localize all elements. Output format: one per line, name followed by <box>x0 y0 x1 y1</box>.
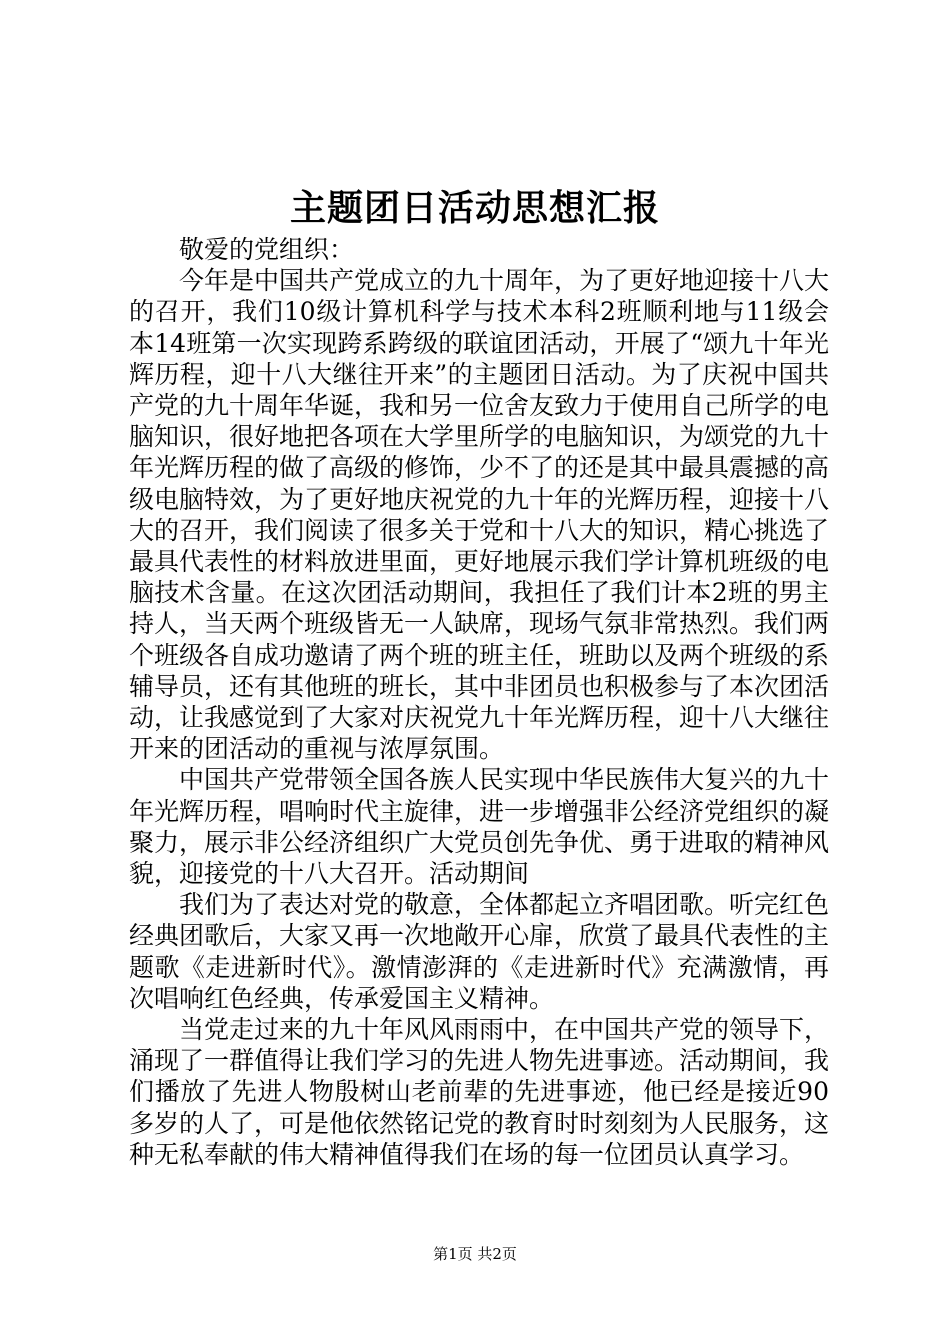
salutation: 敬爱的党组织： <box>179 235 355 264</box>
paragraph-1: 今年是中国共产党成立的九十周年，为了更好地迎接十八大的召开，我们10级计算机科学与技术本科2班顺利地与11级会本14班第一次实现跨系跨级的联谊团活动，开展了“颂九十年光辉历程，迎十八大继往开来”的主题团日活动。为了庆祝中国共产党的九十周年华诞，我和另一位舍友致力于使用自己所学的电脑知识，很好地把各项在大学里所学的电脑知识，为颂党的九十年光辉历程的做了高级的修饰，少不了的还是其中最具震撼的高级电脑特效，为了更好地庆祝党的九十年的光辉历程，迎接十八大的召开，我们阅读了很多关于党和十八大的知识，精心挑选了最具代表性的材料放进里面，更好地展示我们学计算机班级的电脑技术含量。在这次团活动期间，我担任了我们计本2班的男主持人，当天两个班级皆无一人缺席，现场气氛非常热烈。我们两个班级各自成功邀请了两个班的班主任，班助以及两个班级的系辅导员，还有其他班的班长，其中非团员也积极参与了本次团活动，让我感觉到了大家对庆祝党九十年光辉历程，迎十八大继往开来的团活动的重视与浓厚氛围。 <box>129 266 830 764</box>
paragraph-2: 中国共产党带领全国各族人民实现中华民族伟大复兴的九十年光辉历程，唱响时代主旋律，进一步增强非公经济党组织的凝聚力，展示非公经济组织广大党员创先争优、勇于进取的精神风貌，迎接党的十八大召开。活动期间 <box>129 765 830 889</box>
document-title: 主题团日活动思想汇报 <box>289 187 660 229</box>
document-body <box>129 234 829 1170</box>
paragraph-4: 当党走过来的九十年风风雨雨中，在中国共产党的领导下，涌现了一群值得让我们学习的先进人物先进事迹。活动期间，我们播放了先进人物殷树山老前辈的先进事迹，他已经是接近90多岁的人了，可是他依然铭记党的教育时时刻刻为人民服务，这种无私奉献的伟大精神值得我们在场的每一位团员认真学习。 <box>129 1015 830 1169</box>
paragraph-3: 我们为了表达对党的敬意，全体都起立齐唱团歌。听完红色经典团歌后，大家又再一次地敞开心扉，欣赏了最具代表性的主题歌《走进新时代》。激情澎湃的《走进新时代》充满激情，再次唱响红色经典，传承爱国主义精神。 <box>129 890 830 1013</box>
page-number-footer: 第1页 共2页 <box>433 1245 517 1263</box>
